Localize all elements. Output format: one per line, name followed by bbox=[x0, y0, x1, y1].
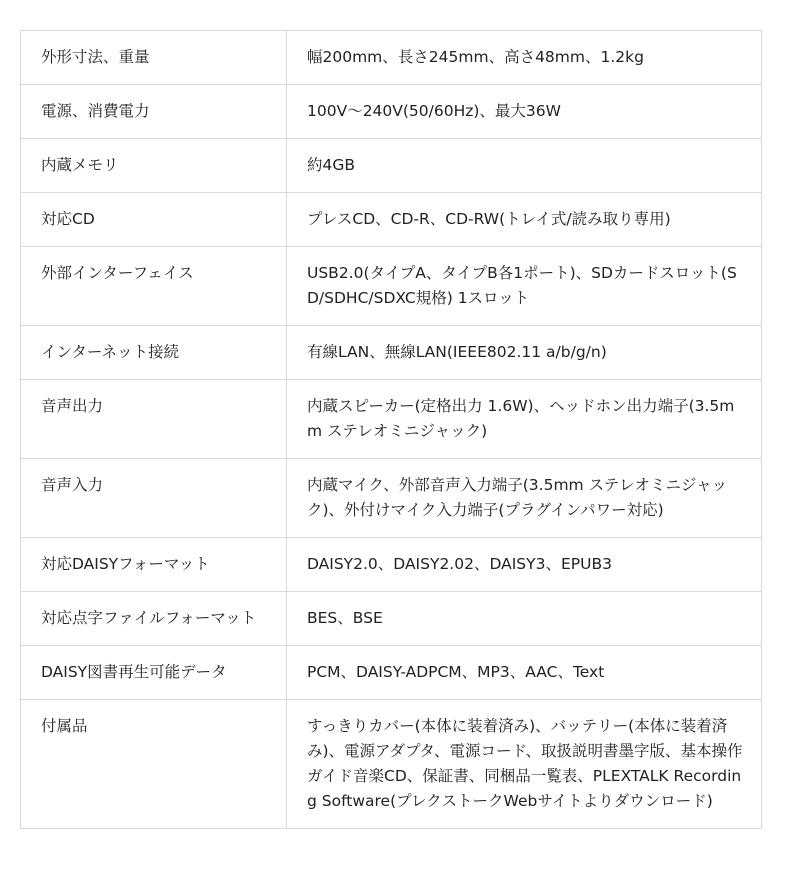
spec-label: 外部インターフェイス bbox=[21, 247, 287, 326]
table-row bbox=[21, 193, 762, 247]
table-row bbox=[21, 139, 762, 193]
spec-value: 幅200mm、長さ245mm、高さ48mm、1.2kg bbox=[287, 31, 762, 85]
table-row bbox=[21, 85, 762, 139]
spec-value: 内蔵スピーカー(定格出力 1.6W)、ヘッドホン出力端子(3.5mm ステレオミニジャック) bbox=[287, 380, 762, 459]
spec-label: 外形寸法、重量 bbox=[21, 31, 287, 85]
table-row bbox=[21, 459, 762, 538]
table-row bbox=[21, 31, 762, 85]
spec-value: 100V～240V(50/60Hz)、最大36W bbox=[287, 85, 762, 139]
spec-value: 内蔵マイク、外部音声入力端子(3.5mm ステレオミニジャック)、外付けマイク入力端子(プラグインパワー対応) bbox=[287, 459, 762, 538]
spec-value: BES、BSE bbox=[287, 592, 762, 646]
spec-label: 音声出力 bbox=[21, 380, 287, 459]
table-row bbox=[21, 646, 762, 700]
table-row bbox=[21, 592, 762, 646]
spec-label: 対応点字ファイルフォーマット bbox=[21, 592, 287, 646]
spec-label: DAISY図書再生可能データ bbox=[21, 646, 287, 700]
spec-value: PCM、DAISY-ADPCM、MP3、AAC、Text bbox=[287, 646, 762, 700]
table-row bbox=[21, 380, 762, 459]
table-row bbox=[21, 538, 762, 592]
spec-value: プレスCD、CD-R、CD-RW(トレイ式/読み取り専用) bbox=[287, 193, 762, 247]
spec-value: 約4GB bbox=[287, 139, 762, 193]
spec-label: 電源、消費電力 bbox=[21, 85, 287, 139]
spec-value: USB2.0(タイプA、タイプB各1ポート)、SDカードスロット(SD/SDHC/SDXC規格) 1スロット bbox=[287, 247, 762, 326]
spec-label: 対応CD bbox=[21, 193, 287, 247]
spec-label: 音声入力 bbox=[21, 459, 287, 538]
spec-label: 内蔵メモリ bbox=[21, 139, 287, 193]
table-row bbox=[21, 247, 762, 326]
spec-label: 対応DAISYフォーマット bbox=[21, 538, 287, 592]
table-row bbox=[21, 700, 762, 829]
spec-value: 有線LAN、無線LAN(IEEE802.11 a/b/g/n) bbox=[287, 326, 762, 380]
spec-table bbox=[20, 30, 762, 829]
spec-label: インターネット接続 bbox=[21, 326, 287, 380]
table-row bbox=[21, 326, 762, 380]
spec-label: 付属品 bbox=[21, 700, 287, 829]
spec-value: すっきりカバー(本体に装着済み)、バッテリー(本体に装着済み)、電源アダプタ、電源コード、取扱説明書墨字版、基本操作ガイド音楽CD、保証書、同梱品一覧表、PLEXTALK Recording Software(プレクストークWebサイトよりダウンロード) bbox=[287, 700, 762, 829]
spec-value: DAISY2.0、DAISY2.02、DAISY3、EPUB3 bbox=[287, 538, 762, 592]
